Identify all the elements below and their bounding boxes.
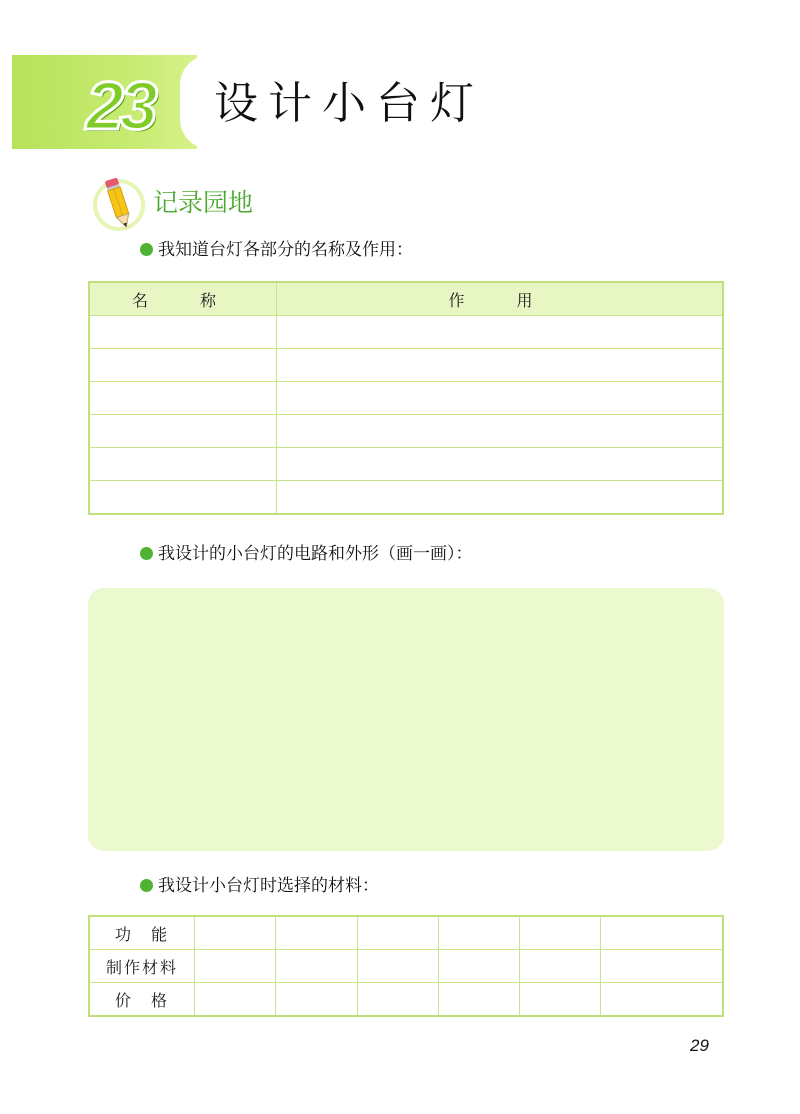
- part-function-cell[interactable]: [277, 382, 724, 415]
- header-name: 名 称: [89, 282, 277, 316]
- parts-table-header-row: [89, 282, 723, 316]
- part-name-cell[interactable]: [89, 481, 277, 515]
- table-row: [89, 382, 723, 415]
- material-cell[interactable]: [601, 983, 723, 1017]
- part-function-cell[interactable]: [277, 448, 724, 481]
- part-name-cell[interactable]: [89, 448, 277, 481]
- table-row: [89, 448, 723, 481]
- part-name-cell[interactable]: [89, 316, 277, 349]
- material-cell[interactable]: [357, 916, 438, 950]
- table-row: [89, 415, 723, 448]
- part-name-cell[interactable]: [89, 415, 277, 448]
- row-label-price: 价 格: [89, 983, 195, 1017]
- table-row: [89, 316, 723, 349]
- table-row: [89, 349, 723, 382]
- part-name-cell[interactable]: [89, 382, 277, 415]
- drawing-area[interactable]: [88, 588, 724, 851]
- material-cell[interactable]: [601, 950, 723, 983]
- section-title: 记录园地: [153, 188, 254, 217]
- row-label-function: 功 能: [89, 916, 195, 950]
- part-function-cell[interactable]: [277, 481, 724, 515]
- table-row: [89, 481, 723, 515]
- material-cell[interactable]: [438, 983, 519, 1017]
- pencil-icon: [88, 172, 150, 234]
- materials-prompt: [140, 873, 379, 899]
- table-row: [89, 950, 723, 983]
- material-cell[interactable]: [276, 916, 357, 950]
- part-function-cell[interactable]: [277, 316, 724, 349]
- header-band-notch: [180, 55, 210, 149]
- material-cell[interactable]: [601, 916, 723, 950]
- part-function-cell[interactable]: [277, 349, 724, 382]
- page-title: 设计小台灯: [214, 78, 484, 129]
- material-cell[interactable]: [357, 950, 438, 983]
- bullet-dot-icon: [140, 547, 153, 560]
- material-cell[interactable]: [438, 950, 519, 983]
- material-cell[interactable]: [195, 983, 276, 1017]
- design-prompt: [140, 541, 473, 567]
- materials-table: [88, 915, 724, 1017]
- lesson-number: 23: [86, 68, 154, 144]
- part-function-cell[interactable]: [277, 415, 724, 448]
- parts-prompt-text: 我知道台灯各部分的名称及作用：: [158, 240, 413, 260]
- row-label-materials: 制作材料: [89, 950, 195, 983]
- material-cell[interactable]: [520, 916, 601, 950]
- material-cell[interactable]: [438, 916, 519, 950]
- parts-prompt: [140, 237, 413, 263]
- page-number: 29: [690, 1036, 709, 1055]
- parts-table: [88, 281, 724, 515]
- bullet-dot-icon: [140, 243, 153, 256]
- design-prompt-text: 我设计的小台灯的电路和外形（画一画）：: [158, 544, 473, 564]
- material-cell[interactable]: [276, 950, 357, 983]
- header-function: 作 用: [277, 282, 724, 316]
- table-row: [89, 916, 723, 950]
- material-cell[interactable]: [520, 950, 601, 983]
- materials-prompt-text: 我设计小台灯时选择的材料：: [158, 876, 379, 896]
- material-cell[interactable]: [357, 983, 438, 1017]
- part-name-cell[interactable]: [89, 349, 277, 382]
- table-row: [89, 983, 723, 1017]
- bullet-dot-icon: [140, 879, 153, 892]
- material-cell[interactable]: [195, 950, 276, 983]
- material-cell[interactable]: [520, 983, 601, 1017]
- material-cell[interactable]: [195, 916, 276, 950]
- material-cell[interactable]: [276, 983, 357, 1017]
